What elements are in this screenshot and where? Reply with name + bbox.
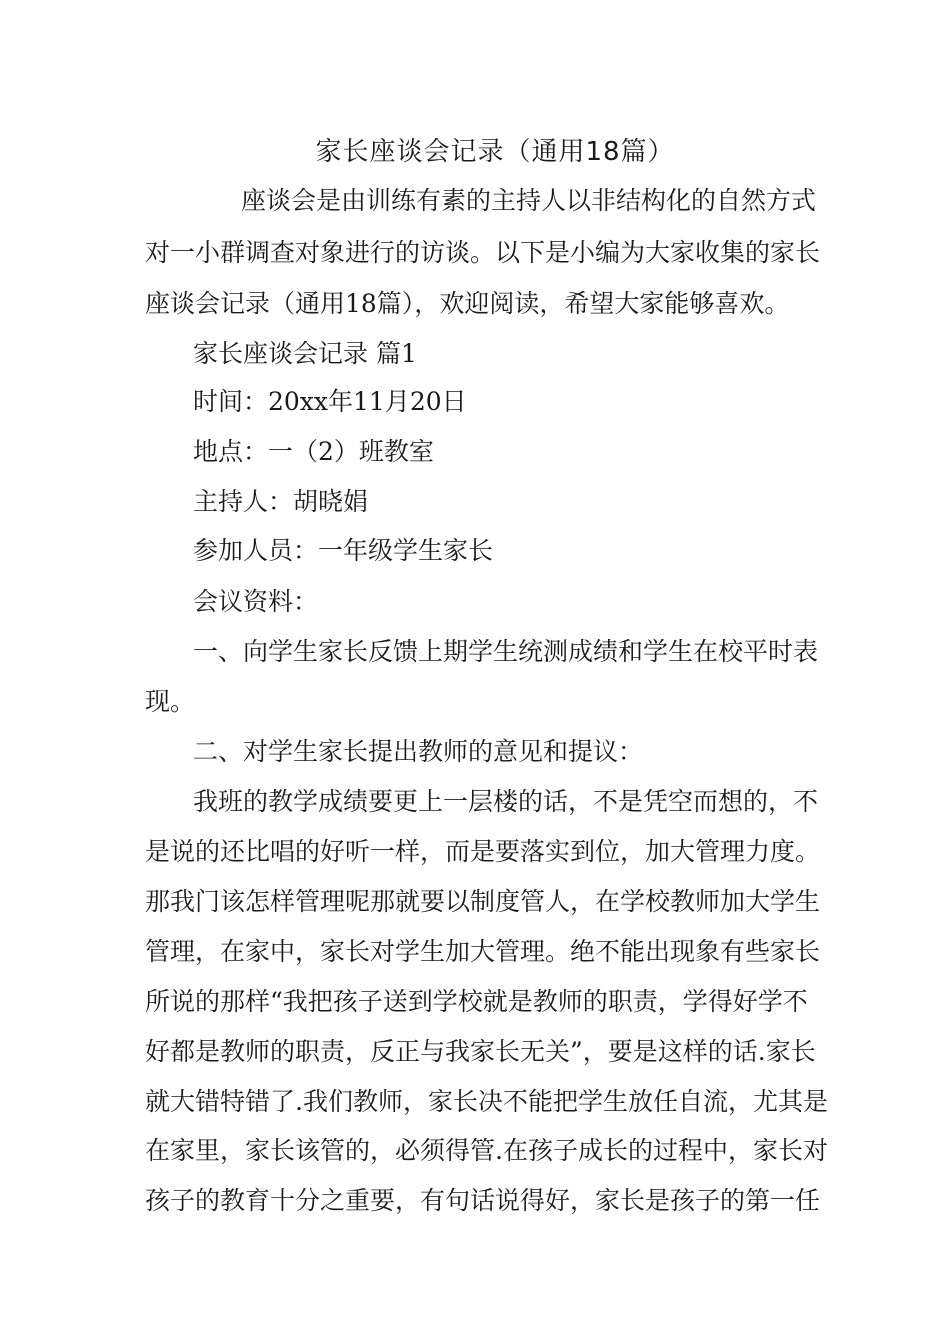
- item-1-line-1: 一、向学生家长反馈上期学生统测成绩和学生在校平时表: [193, 637, 819, 666]
- body-line-9: 孩子的教育十分之重要，有句话说得好，家长是孩子的第一任: [145, 1186, 821, 1215]
- body-line-1: 我班的教学成绩要更上一层楼的话，不是凭空而想的，不: [193, 787, 819, 816]
- intro-line-2: 对一小群调查对象进行的访谈。以下是小编为大家收集的家长: [145, 238, 821, 267]
- body-line-6: 好都是教师的职责，反正与我家长无关”，要是这样的话.家长: [145, 1037, 816, 1066]
- body-line-2: 是说的还比唱的好听一样，而是要落实到位，加大管理力度。: [145, 837, 821, 866]
- meeting-place: 地点：一（2）班教室: [193, 437, 434, 466]
- body-line-5: 所说的那样“我把孩子送到学校就是教师的职责，学得好学不: [145, 987, 808, 1016]
- item-2: 二、对学生家长提出教师的意见和提议：: [193, 737, 644, 766]
- body-line-4: 管理，在家中，家长对学生加大管理。绝不能出现象有些家长: [145, 937, 821, 966]
- meeting-time: 时间：20xx年11月20日: [193, 387, 467, 416]
- meeting-materials: 会议资料：: [193, 587, 319, 616]
- intro-line-3: 座谈会记录（通用18篇），欢迎阅读，希望大家能够喜欢。: [145, 289, 790, 318]
- body-line-7: 就大错特错了.我们教师，家长决不能把学生放任自流，尤其是: [145, 1087, 828, 1116]
- body-line-3: 那我门该怎样管理呢那就要以制度管人，在学校教师加大学生: [145, 887, 821, 916]
- meeting-host: 主持人：胡晓娟: [193, 487, 369, 516]
- document-title: 家长座谈会记录（通用18篇）: [315, 137, 675, 167]
- item-1-line-2: 现。: [145, 687, 196, 716]
- intro-line-1: 座谈会是由训练有素的主持人以非结构化的自然方式: [241, 186, 817, 215]
- meeting-participants: 参加人员：一年级学生家长: [193, 536, 494, 565]
- section-title: 家长座谈会记录 篇1: [193, 339, 417, 368]
- body-line-8: 在家里，家长该管的，必须得管.在孩子成长的过程中，家长对: [145, 1136, 828, 1165]
